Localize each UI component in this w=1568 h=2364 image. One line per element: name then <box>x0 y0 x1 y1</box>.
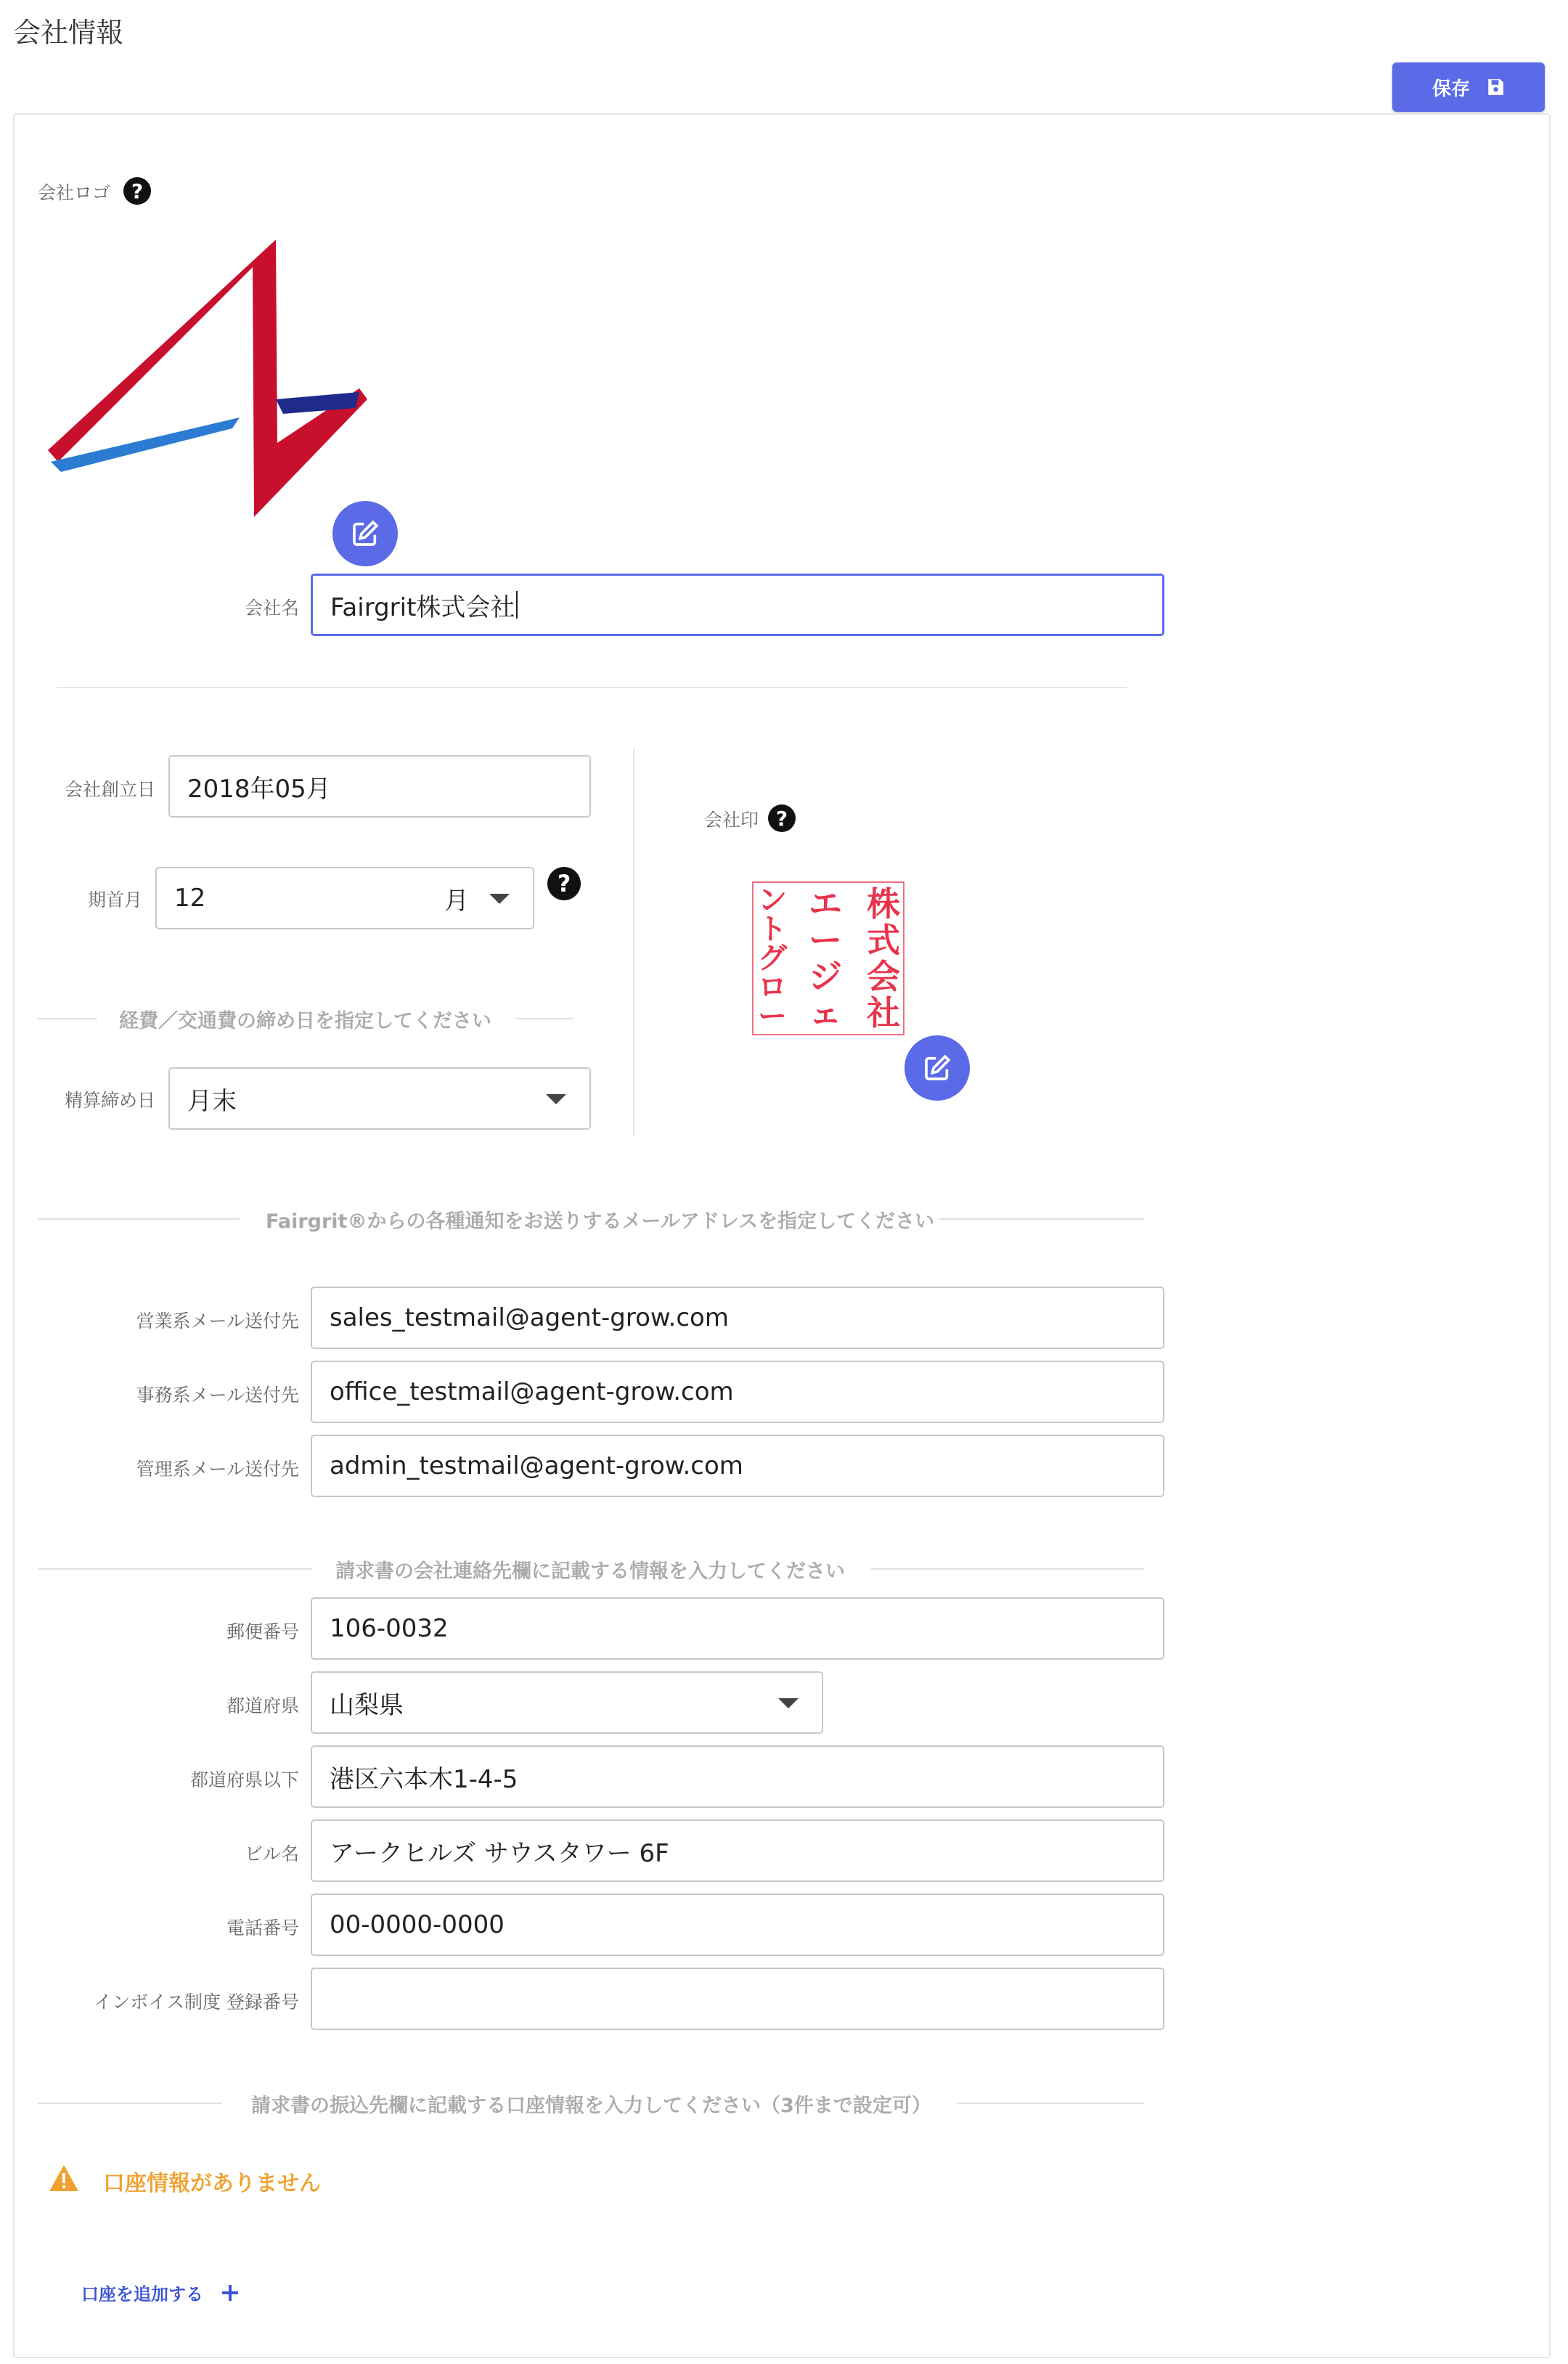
office-mail-input[interactable]: office_testmail@agent-grow.com <box>311 1361 1164 1423</box>
section-line <box>871 1568 1144 1570</box>
warning-icon <box>48 2164 80 2193</box>
chevron-down-icon <box>489 894 510 904</box>
logo-help-icon[interactable]: ? <box>123 177 151 205</box>
chevron-down-icon <box>778 1698 799 1708</box>
company-seal-image <box>752 881 905 1035</box>
expense-section-title: 経費／交通費の締め日を指定してください <box>119 1010 491 1032</box>
text-caret <box>516 591 518 619</box>
closing-day-value: 月末 <box>187 1086 237 1116</box>
fiscal-start-help-icon[interactable]: ? <box>547 867 581 900</box>
seal-label: 会社印 <box>704 810 759 831</box>
seal-char: 式 <box>867 921 900 960</box>
seal-char: ー <box>809 921 842 960</box>
section-line <box>38 1568 312 1570</box>
seal-char: グ <box>758 941 787 975</box>
seal-char: 株 <box>867 884 900 924</box>
fiscal-start-unit: 月 <box>444 886 469 916</box>
seal-help-icon[interactable]: ? <box>768 804 796 832</box>
address-label: 都道府県以下 <box>189 1769 299 1790</box>
floppy-disk-icon <box>1486 78 1505 97</box>
prefecture-select[interactable] <box>311 1671 823 1734</box>
tel-label: 電話番号 <box>226 1917 299 1939</box>
seal-char: ロ <box>758 970 787 1004</box>
zip-label: 郵便番号 <box>226 1621 299 1642</box>
save-button[interactable] <box>1392 62 1545 112</box>
section-line <box>515 1018 573 1019</box>
building-input[interactable]: アークヒルズ サウスタワー 6F <box>311 1819 1164 1882</box>
edit-icon <box>351 519 380 548</box>
seal-char: 社 <box>867 993 900 1032</box>
company-name-input[interactable] <box>311 574 1164 636</box>
fiscal-start-label: 期首月 <box>87 889 142 910</box>
save-label: 保存 <box>1432 78 1470 100</box>
logo-label: 会社ロゴ <box>38 182 111 203</box>
seal-edit-button[interactable] <box>905 1035 970 1101</box>
admin-mail-input[interactable]: admin_testmail@agent-grow.com <box>311 1435 1164 1497</box>
fiscal-start-value: 12 <box>174 884 206 913</box>
edit-icon <box>923 1053 952 1083</box>
founded-label: 会社創立日 <box>64 779 155 800</box>
column-divider <box>633 748 634 1136</box>
address-input[interactable]: 港区六本木1-4-5 <box>311 1745 1164 1808</box>
sales-mail-label: 営業系メール送付先 <box>136 1311 299 1332</box>
section-line <box>939 1218 1144 1220</box>
closing-day-label: 精算締め日 <box>64 1090 155 1111</box>
section-line <box>38 1018 97 1019</box>
company-name-label: 会社名 <box>244 598 299 619</box>
prefecture-value: 山梨県 <box>330 1690 404 1720</box>
closing-day-select[interactable] <box>168 1067 591 1130</box>
seal-char: 会 <box>867 957 900 996</box>
contact-section-title: 請求書の会社連絡先欄に記載する情報を入力してください <box>335 1560 845 1583</box>
mail-section-title: Fairgrit®からの各種通知をお送りするメールアドレスを指定してください <box>266 1210 935 1233</box>
admin-mail-label: 管理系メール送付先 <box>136 1459 299 1480</box>
plus-icon <box>221 2283 240 2302</box>
invoice-number-label: インボイス制度 登録番号 <box>94 1992 299 2013</box>
company-name-value: Fairgrit株式会社 <box>330 592 515 622</box>
building-label: ビル名 <box>244 1843 299 1864</box>
divider <box>57 687 1127 688</box>
no-bank-message: 口座情報がありません <box>103 2171 321 2196</box>
company-logo-image <box>44 232 377 523</box>
tel-input[interactable]: 00-0000-0000 <box>311 1894 1164 1956</box>
section-line <box>957 2103 1144 2104</box>
fiscal-start-select[interactable] <box>155 867 534 929</box>
seal-char: ト <box>758 912 787 946</box>
page-title: 会社情報 <box>13 17 124 49</box>
bank-section-title: 請求書の振込先欄に記載する口座情報を入力してください（3件まで設定可） <box>251 2095 931 2117</box>
founded-input[interactable]: 2018年05月 <box>168 755 591 818</box>
section-line <box>38 2103 222 2104</box>
logo-edit-button[interactable] <box>332 501 398 566</box>
seal-char: ー <box>758 999 787 1033</box>
office-mail-label: 事務系メール送付先 <box>136 1385 299 1406</box>
seal-char: ェ <box>809 993 842 1032</box>
add-bank-account-link[interactable] <box>81 2280 240 2305</box>
zip-input[interactable]: 106-0032 <box>311 1597 1164 1660</box>
section-line <box>38 1218 240 1220</box>
seal-char: ジ <box>809 957 842 996</box>
prefecture-label: 都道府県 <box>226 1695 299 1716</box>
chevron-down-icon <box>546 1094 566 1104</box>
seal-char: ン <box>758 883 787 917</box>
seal-char: エ <box>809 884 842 924</box>
invoice-number-input[interactable] <box>311 1968 1164 2030</box>
add-bank-label: 口座を追加する <box>81 2284 203 2304</box>
sales-mail-input[interactable]: sales_testmail@agent-grow.com <box>311 1287 1164 1349</box>
